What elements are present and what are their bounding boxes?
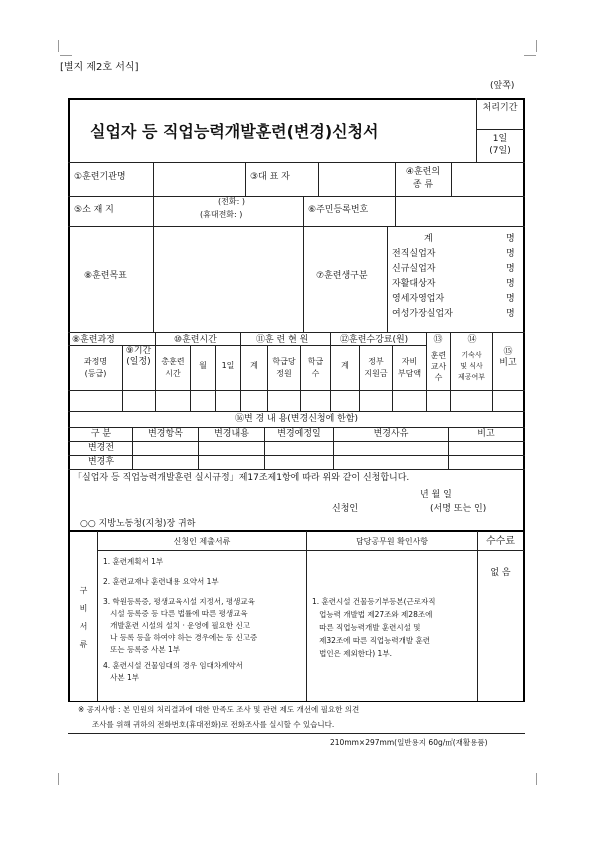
form-number: [별지 제2호 서식] [60, 62, 139, 73]
divider [333, 427, 334, 469]
divider [395, 162, 396, 196]
document-item: 1. 훈련계획서 1부 [103, 557, 164, 566]
divider [68, 733, 525, 734]
divider [492, 332, 493, 411]
trainee-type-label: ⑦훈련생구분 [316, 271, 368, 281]
divider [68, 390, 525, 391]
agency-name-label: ①훈련기관명 [74, 172, 126, 182]
divider [240, 332, 241, 411]
trainee-row [390, 291, 520, 306]
trainee-type: 영세자영업자 [392, 294, 445, 304]
divider [68, 226, 525, 227]
sum-header: 계 [250, 361, 258, 370]
crop-mark [58, 773, 59, 785]
divider [68, 162, 525, 163]
teachers-header: 훈련 교사 수 [430, 351, 447, 382]
crop-mark [524, 55, 536, 56]
total-hours-header: 총훈련 시간 [161, 357, 185, 378]
table-border [68, 530, 525, 532]
trainee-unit: 명 [506, 234, 515, 244]
divider [122, 345, 123, 411]
applicant-label: 신청인 [332, 504, 359, 514]
divider [395, 196, 396, 226]
trainee-row [390, 246, 520, 261]
form-title: 실업자 등 직업능력개발훈련(변경)신청서 [90, 122, 379, 141]
processing-period-label: 처리기간 [482, 103, 518, 113]
course-header: ⑧훈련과정 [72, 335, 115, 345]
applicant-document-list [103, 556, 305, 692]
divider [448, 427, 449, 469]
month-header: 월 [199, 361, 207, 370]
trainee-unit: 명 [506, 249, 515, 259]
divider [245, 162, 246, 196]
change-col-content: 변경내용 [214, 429, 249, 439]
divider [476, 98, 477, 162]
trainee-type: 여성가장실업자 [392, 309, 453, 319]
period-header: ⑨기간 (일정) [125, 346, 152, 367]
divider [476, 129, 524, 130]
divider [153, 196, 154, 226]
representative-label: ③대 표 자 [250, 172, 290, 182]
trainee-count-list [390, 231, 520, 321]
divider [97, 550, 524, 551]
cost-sum-header: 계 [341, 361, 349, 370]
notice-line-2: 조사를 위해 귀하의 전화번호(휴대전화)로 전화조사를 실시할 수 있습니다. [92, 720, 335, 729]
document-item: 2. 훈련교재나 훈련내용 요약서 1부 [103, 577, 219, 586]
signature-label: (서명 또는 인) [430, 504, 487, 514]
trainee-type: 자활대상자 [392, 279, 436, 289]
crop-mark [58, 40, 59, 52]
change-col-division: 구 분 [90, 429, 112, 439]
divider [330, 332, 331, 411]
phone-field: (전화: ) [218, 197, 245, 206]
training-type-label: ④훈련의 종 류 [405, 167, 441, 190]
notice-line-1: ※ 공지사항 : 본 민원의 처리결과에 대한 만족도 조사 및 관련 제도 개선에 필요한 의견 [78, 705, 360, 714]
divider [68, 455, 525, 456]
trainee-row [390, 276, 520, 291]
document-item: 3. 학원등록증, 평생교육시설 지정서, 평생교육 시설 등록증 등 다른 법률에 따른 평생교육 개발훈련 시설의 설치 · 운영에 필요한 신고 나 등록 등을 하여야 하는 경우에는 동 신고증 또는 등록증 사본 1부 [103, 597, 258, 654]
paper-spec: 210mm×297mm(일반용지 60g/㎡(재활용품) [330, 738, 488, 747]
divider [68, 427, 525, 428]
hours-header: ⑩훈련시간 [174, 335, 217, 345]
course-name-header: 과정명 (등급) [83, 357, 108, 378]
note-header: ⑮ 비고 [499, 347, 517, 368]
divider [306, 531, 307, 702]
trainee-type: 계 [424, 234, 433, 244]
address-label: ⑤소 재 지 [74, 205, 114, 215]
declaration-date: 년 월 일 [420, 490, 452, 500]
divider [303, 196, 304, 226]
page-side-label: (앞쪽) [490, 81, 515, 91]
table-border [68, 98, 525, 100]
declaration-text: 「실업자 등 직업능력개발훈련 실시규정」제17조제1항에 따라 위와 같이 신청합니다. [73, 473, 410, 483]
change-col-date: 변경예정일 [277, 429, 321, 439]
government-support-header: 정부 지원금 [364, 357, 388, 378]
document-item: 4. 훈련시설 건물임대의 경우 임대차계약서 사본 1부 [103, 661, 243, 682]
divider [215, 345, 216, 411]
divider [318, 162, 319, 196]
trainee-row [390, 306, 520, 321]
crop-mark [60, 55, 72, 56]
trainees-header: ⑪훈 련 현 원 [256, 335, 309, 345]
change-col-reason: 변경사유 [373, 429, 409, 439]
change-before-label: 변경전 [87, 443, 115, 453]
official-check-header: 담당공무원 확인사항 [355, 537, 429, 546]
divider [190, 345, 191, 411]
resident-number-label: ⑥주민등록번호 [308, 205, 369, 215]
trainee-type: 신규실업자 [392, 264, 436, 274]
fee-value: 없 음 [490, 568, 511, 578]
crop-mark [536, 40, 537, 52]
divider [68, 469, 525, 470]
processing-period-value: 1일 (7일) [489, 134, 511, 156]
training-goal-label: ⑧훈련목표 [84, 271, 127, 281]
divider [68, 332, 525, 333]
mobile-field: (휴대전화: ) [200, 210, 243, 219]
table-border [68, 701, 525, 702]
self-pay-header: 자비 부담액 [397, 357, 422, 378]
official-check-item: 1. 훈련시설 건물등기부등본(근로자직 업능력 개발법 제27조와 제28조에 따른 직업능력개발 훈련시설 및 제32조에 따른 직업능력개발 훈련 법인은 제외한다) 1부. [312, 597, 436, 658]
divider [387, 226, 388, 332]
lodging-header: ⑭ [467, 335, 477, 345]
divider [97, 531, 98, 702]
divider [132, 427, 133, 469]
divider [68, 441, 525, 442]
applicant-docs-header: 신청인 제출서류 [173, 537, 231, 546]
day-header: 1일 [221, 361, 235, 370]
trainee-row [390, 231, 520, 246]
divider [264, 427, 265, 469]
cost-header: ⑫훈련수강료(원) [340, 335, 409, 345]
divider [153, 162, 154, 196]
divider [303, 226, 304, 332]
instructor-header: ⑬ [433, 335, 443, 345]
divider [198, 427, 199, 469]
trainee-unit: 명 [506, 264, 515, 274]
fee-header: 수수료 [486, 536, 515, 547]
trainee-row [390, 261, 520, 276]
change-col-note: 비고 [477, 429, 495, 439]
recipient: ○○ 지방노동청(지청)장 귀하 [80, 519, 196, 529]
board-header: 기숙사 및 식사 제공여부 [457, 351, 486, 381]
trainee-unit: 명 [506, 309, 515, 319]
trainee-unit: 명 [506, 294, 515, 304]
per-class-header: 학급당 정원 [272, 357, 296, 378]
divider [477, 531, 478, 702]
divider [68, 411, 525, 412]
change-after-label: 변경후 [87, 457, 115, 467]
table-border [523, 530, 525, 702]
divider [451, 162, 452, 196]
trainee-type: 전직실업자 [392, 249, 436, 259]
divider [153, 226, 154, 332]
change-section-title: ⑯변 경 내 용(변경신청에 한함) [234, 414, 359, 424]
change-col-item: 변경항목 [148, 429, 183, 439]
trainee-unit: 명 [506, 279, 515, 289]
classes-header: 학급 수 [307, 357, 324, 378]
crop-mark [536, 773, 537, 785]
divider [68, 196, 525, 197]
documents-side-label: 구 비 서 류 [79, 586, 88, 649]
